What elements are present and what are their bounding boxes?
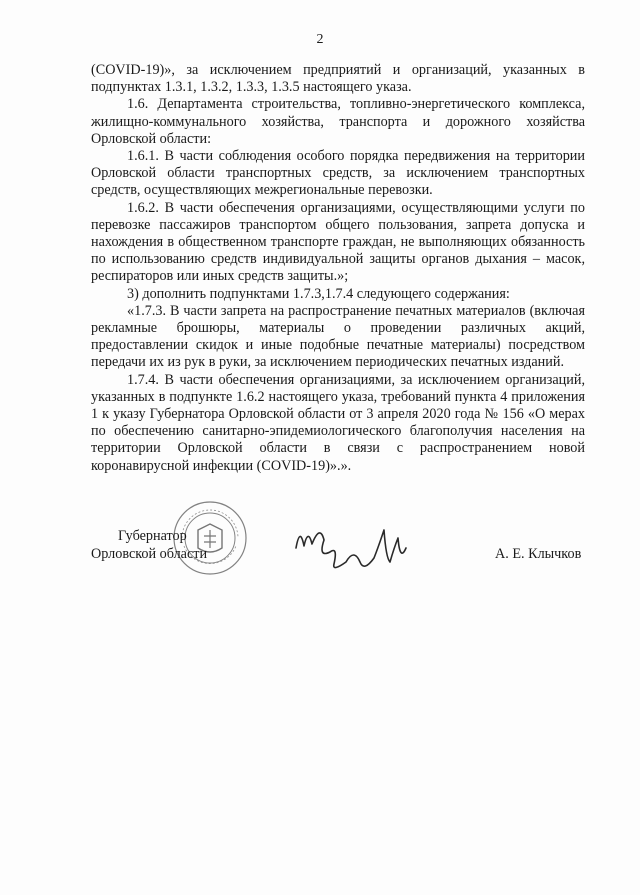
paragraph: 1.6.2. В части обеспечения организациями, осуществляющими услуги по перевозке пассажиров транспортом общего пользования, запрета допуска и нахождения в общественном транспорте граждан, не выполняющих обязанность по использованию средств индивидуальной защиты органов дыхания – масок, респираторов или иных средств защиты.»; [91,199,585,285]
handwritten-signature [290,518,410,578]
page-number: 2 [316,32,324,47]
signatory-region: Орловской области [91,546,208,562]
paragraph: 1.6.1. В части соблюдения особого порядка передвижения на территории Орловской области транспортных средств, за исключением транспортных средств, осуществляющих межрегиональные перевозки. [91,148,585,199]
signature-block [0,528,640,618]
signatory-title: Губернатор [118,528,187,544]
paragraph: 1.6. Департамента строительства, топливно-энергетического комплекса, жилищно-коммунального хозяйства, транспорта и дорожного хозяйства Орловской области: [91,96,585,147]
paragraph: 1.7.4. В части обеспечения организациями, за исключением организаций, указанных в подпункте 1.6.2 настоящего указа, требований пункта 4 приложения 1 к указу Губернатора Орловской области от 3 апреля 2020 года № 156 «О мерах по обеспечению санитарно-эпидемиологического благополучия населения на территории Орловской области в связи с распространением новой коронавирусной инфекции (COVID-19)».». [91,371,585,474]
paragraph: (COVID-19)», за исключением предприятий и организаций, указанных в подпунктах 1.3.1, 1.3.2, 1.3.3, 1.3.5 настоящего указа. [91,62,585,96]
signatory-name: А. Е. Клычков [495,546,582,562]
paragraph: «1.7.3. В части запрета на распространение печатных материалов (включая рекламные брошюры, материалы о проведении различных акций, предоставлении скидок и иные подобные печатные материалы) посредством передачи их из рук в руки, за исключением периодических печатных изданий. [91,302,585,371]
document-body [91,62,585,475]
paragraph: 3) дополнить подпунктами 1.7.3,1.7.4 следующего содержания: [127,285,510,302]
